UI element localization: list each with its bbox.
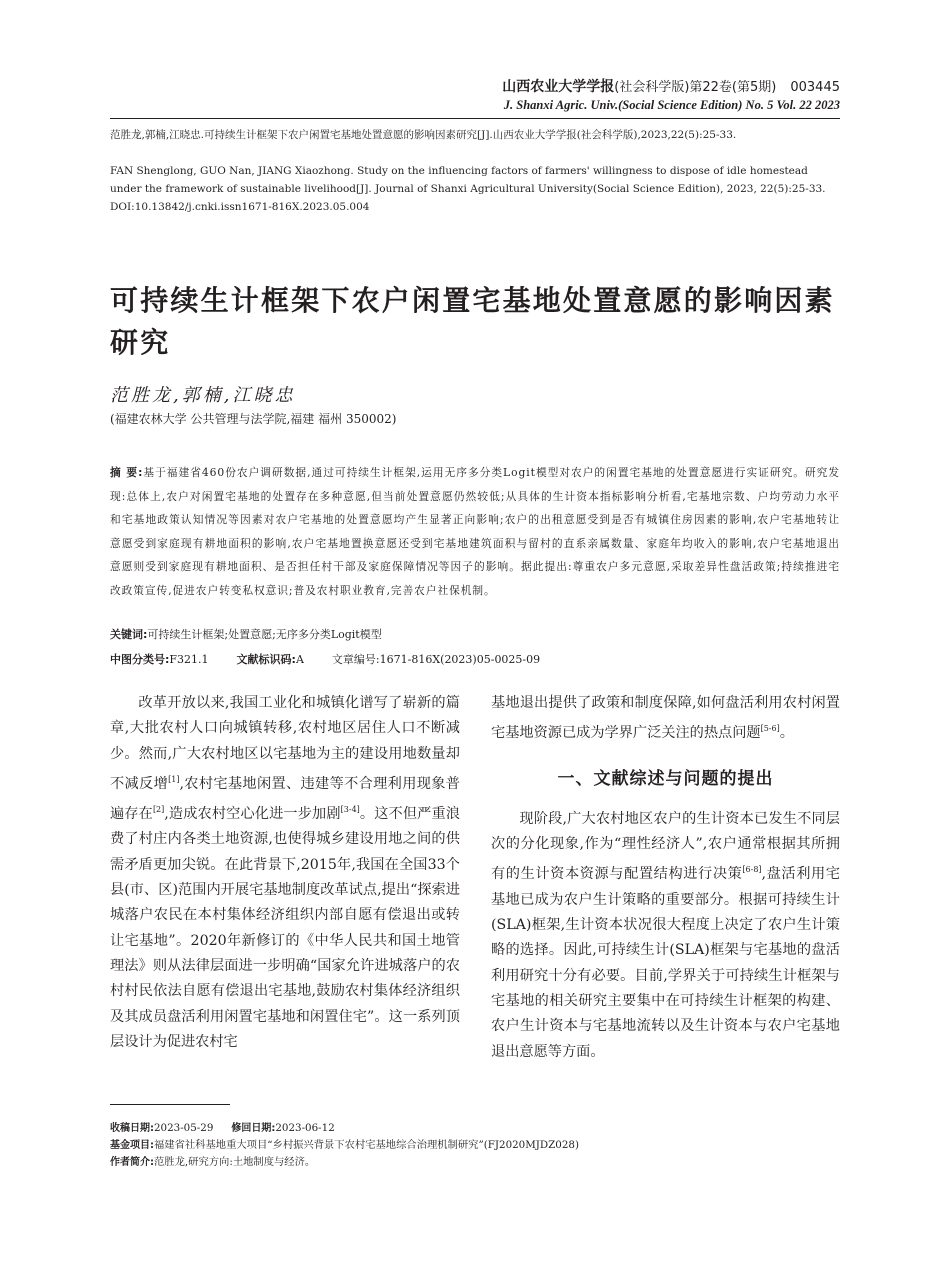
clc-value: F321.1 (169, 653, 209, 666)
article-number-label: 文章编号: (331, 653, 380, 666)
section-1-title: 一、文献综述与问题的提出 (557, 768, 774, 789)
revised-label: 修回日期: (231, 1123, 276, 1134)
citation-cn: 范胜龙,郭楠,江晓忠.可持续生计框架下农户闲置宅基地处置意愿的影响因素研究[J].山西农业大学学报(社会科学版),2023,22(5):25-33. (110, 129, 737, 141)
journal-name: 山西农业大学学报 (502, 79, 615, 95)
section-1-text-1: 现阶段,广大农村地区农户的生计资本已发生不同层次的分化现象,作为“理性经济人”,农户通常根据其所拥有的生计资本资源与配置结构进行决策 (491, 810, 840, 883)
fund-line (110, 1137, 850, 1154)
ref-3-4: [3-4] (340, 805, 360, 815)
affiliation: (福建农林大学 公共管理与法学院,福建 福州 350002) (110, 412, 397, 426)
footnote-rule (110, 1104, 230, 1105)
section-1-text-2: ,盘活利用宅基地已成为农户生计策略的重要部分。根据可持续生计(SLA)框架,生计资本状况很大程度上决定了农户生计策略的选择。因此,可持续生计(SLA)框架与宅基地的盘活利用研究十分有必要。目前,学界关于可持续生计框架与宅基地的相关研究主要集中在可持续生计框架的构建、农户生计资本与宅基地流转以及生计资本与农户宅基地退出意愿等方面。 (491, 866, 840, 1060)
article-code: 003445 (790, 80, 840, 95)
footnotes (110, 1120, 850, 1171)
clc-label: 中图分类号: (110, 653, 170, 666)
ref-1: [1] (168, 774, 180, 784)
article-number-value: 1671-816X(2023)05-0025-09 (379, 653, 541, 666)
abstract-text: 基于福建省460份农户调研数据,通过可持续生计框架,运用无序多分类Logit模型对农户的闲置宅基地的处置意愿进行实证研究。研究发现:总体上,农户对闲置宅基地的处置存在多种意愿,但当前处置意愿仍然较低;从具体的生计资本指标影响分析看,宅基地宗数、户均劳动力水平和宅基地政策认知情况等因素对农户宅基地的处置意愿均产生显著正向影响;农户的出租意愿受到是否有城镇住房因素的影响,农户宅基地转让意愿受到家庭现有耕地面积的影响,农户宅基地置换意愿还受到宅基地建筑面积与留村的直系亲属数量、家庭年均收入的影响,农户宅基地退出意愿则受到家庭现有耕地面积、是否担任村干部及家庭保障情况等因子的影响。据此提出:尊重农户多元意愿,采取差异性盘活政策;持续推进宅改政策宣传,促进农户转变私权意识;普及农村职业教育,完善农户社保机制。 (110, 466, 841, 597)
section-1-paragraph (491, 807, 840, 1065)
fund-label: 基金项目: (110, 1140, 154, 1151)
citation-en: FAN Shenglong, GUO Nan, JIANG Xiaozhong. Study on the influencing factors of farmers' willingness to dispose of idle homestead under the framework of sustainable livelihood[J]. Journal of Shanxi Agricultural University(Social Science Edition), 2023, 22(5):25-33. (110, 165, 826, 195)
dates-line (110, 1120, 850, 1137)
header-rule (110, 118, 840, 119)
ref-2: [2] (152, 805, 165, 815)
intro-text-2: ,农村宅基地闲置、违建等不合理利用现象普遍存在 (110, 775, 460, 823)
intro-text-1: 改革开放以来,我国工业化和城镇化谱写了崭新的篇章,大批农村人口向城镇转移,农村地区居住人口不断减少。然而,广大农村地区以宅基地为主的建设用地数量却不减反增 (110, 695, 460, 792)
body-left-column (110, 691, 460, 1055)
keywords-label: 关键词: (110, 628, 148, 641)
doc-code-value: A (295, 653, 304, 666)
journal-header (502, 76, 840, 96)
author-bio-text: 范胜龙,研究方向:土地制度与经济。 (154, 1156, 316, 1168)
intro-text-3: ,造成农村空心化进一步加剧 (164, 806, 341, 823)
body-right-column (491, 691, 840, 1065)
received-date: 2023-05-29 (154, 1122, 214, 1134)
author-bio-label: 作者简介: (110, 1157, 154, 1168)
citation-doi: DOI:10.13842/j.cnki.issn1671-816X.2023.05.004 (110, 201, 370, 213)
intro-text-4: 。这不但严重浪费了村庄内各类土地资源,也使得城乡建设用地之间的供需矛盾更加尖锐。在此背景下,2015年,我国在全国33个县(市、区)范围内开展宅基地制度改革试点,提出“探索进城落户农民在本村集体经济组织内部自愿有偿退出或转让宅基地”。2020年新修订的《中华人民共和国土地管理法》则从法律层面进一步明确“国家允许进城落户的农村村民依法自愿有偿退出宅基地,鼓励农村集体经济组织及其成员盘活利用闲置宅基地和闲置住宅”。这一系列顶层设计为促进农村宅 (110, 806, 460, 1050)
classification (110, 651, 540, 667)
intro-continuation (491, 691, 840, 747)
revised-date: 2023-06-12 (275, 1122, 335, 1134)
author-line (110, 1154, 850, 1171)
fund-text: 福建省社科基地重大项目“乡村振兴背景下农村宅基地综合治理机制研究”(FJ2020MJDZ028) (154, 1139, 579, 1151)
intro-text-5: 。 (779, 725, 794, 742)
intro-paragraph (110, 691, 460, 1055)
ref-5-6: [5-6] (760, 724, 780, 734)
keywords (110, 626, 382, 642)
article-title: 可持续生计框架下农户闲置宅基地处置意愿的影响因素研究 (110, 284, 835, 359)
abstract-label: 摘 要: (110, 466, 144, 479)
keywords-text: 可持续生计框架;处置意愿;无序多分类Logit模型 (147, 628, 382, 641)
journal-edition: (社会科学版)第22卷(第5期) (614, 80, 777, 95)
authors: 范胜龙,郭楠,江晓忠 (110, 385, 296, 406)
ref-6-8: [6-8] (742, 865, 762, 875)
intro-text-4-continued: 基地退出提供了政策和制度保障,如何盘活利用农村闲置宅基地资源已成为学界广泛关注的热点问题 (491, 695, 840, 742)
abstract (110, 461, 840, 602)
doc-code-label: 文献标识码: (236, 653, 296, 666)
received-label: 收稿日期: (110, 1123, 154, 1134)
journal-header-en: J. Shanxi Agric. Univ.(Social Science Edition) No. 5 Vol. 22 2023 (503, 98, 840, 112)
